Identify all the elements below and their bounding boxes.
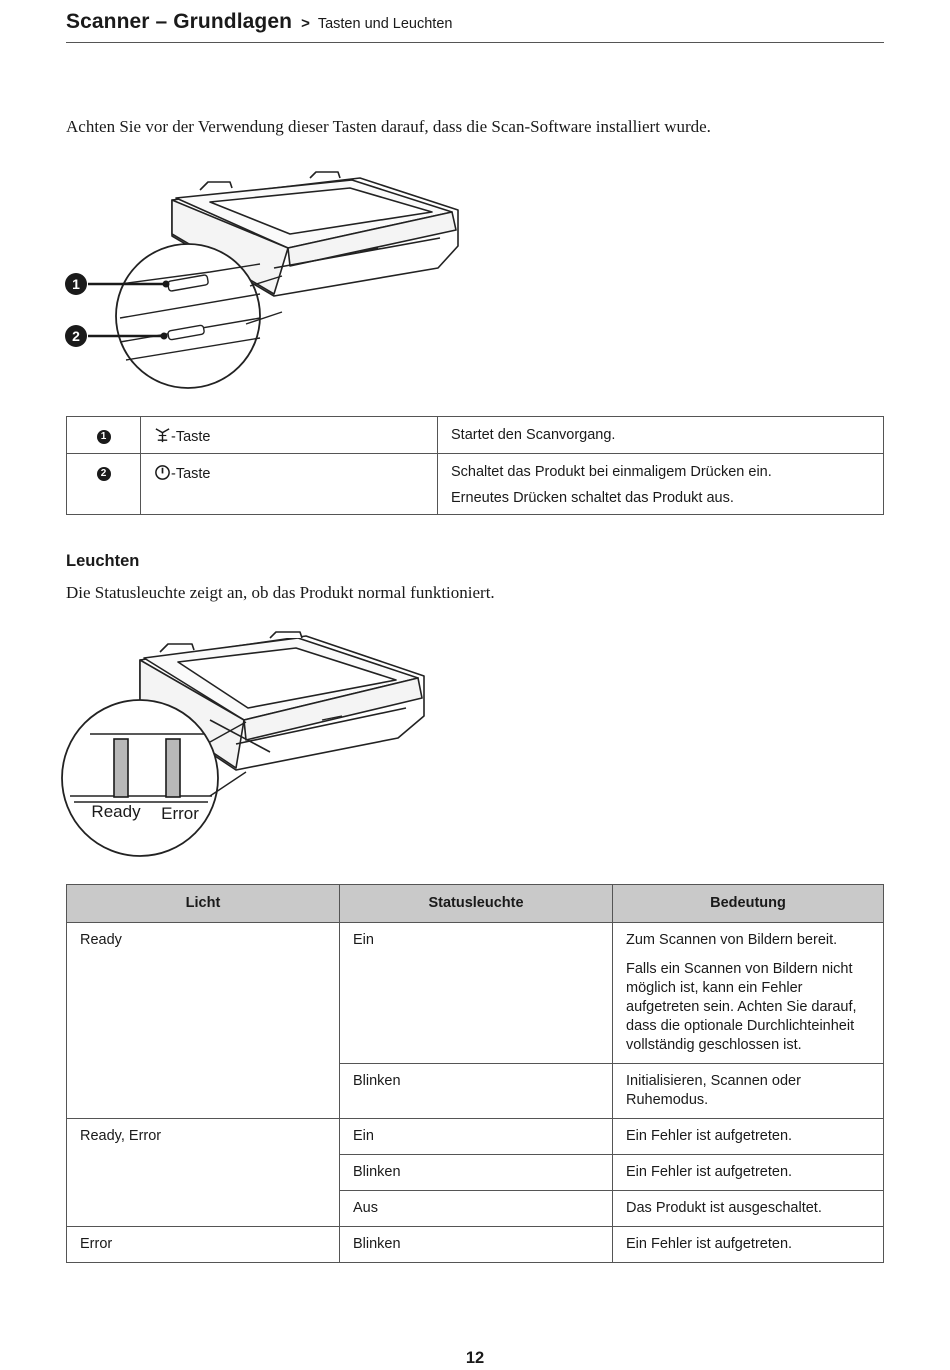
page-number: 12 <box>465 1349 485 1367</box>
page-header <box>66 10 884 43</box>
status-cell: Aus <box>340 1191 613 1227</box>
callout-2 <box>65 325 87 347</box>
light-cell: Ready, Error <box>67 1119 340 1227</box>
table-row <box>67 454 884 515</box>
table-row <box>67 1119 884 1155</box>
button-name-start: -Taste <box>171 429 211 445</box>
status-cell: Ein <box>340 923 613 1064</box>
button-description: Startet den Scanvorgang. <box>451 427 616 443</box>
meaning-text: Falls ein Scannen von Bildern nicht möglich ist, kann ein Fehler aufgetreten sein. Achten Sie darauf, dass die optionale Durchlichteinheit vollständig geschlossen ist. <box>626 961 857 1053</box>
status-lights-illustration <box>60 628 440 860</box>
row-number-badge: 1 <box>97 430 111 444</box>
table-row <box>67 1227 884 1263</box>
subsection-title: Tasten und Leuchten <box>317 16 453 32</box>
buttons-table <box>66 416 884 515</box>
button-description: Erneutes Drücken schaltet das Produkt aus. <box>451 490 734 506</box>
column-header-status: Statusleuchte <box>340 885 613 923</box>
column-header-meaning: Bedeutung <box>613 885 884 923</box>
power-icon <box>154 464 171 481</box>
lights-intro-text: Die Statusleuchte zeigt an, ob das Produkt normal funktioniert. <box>66 583 495 602</box>
status-cell: Blinken <box>340 1227 613 1263</box>
ready-label: Ready <box>91 802 141 821</box>
meaning-cell: Ein Fehler ist aufgetreten. <box>613 1119 884 1155</box>
meaning-cell: Ein Fehler ist aufgetreten. <box>613 1155 884 1191</box>
table-header-row <box>67 885 884 923</box>
status-cell: Ein <box>340 1119 613 1155</box>
button-name-power: -Taste <box>171 466 211 482</box>
scanner-buttons-illustration <box>60 168 480 408</box>
status-cell: Blinken <box>340 1064 613 1119</box>
error-label: Error <box>161 804 199 823</box>
table-row <box>67 417 884 454</box>
lights-heading: Leuchten <box>66 552 140 570</box>
light-cell: Ready <box>67 923 340 1119</box>
column-header-light: Licht <box>67 885 340 923</box>
meaning-cell: Das Produkt ist ausgeschaltet. <box>613 1191 884 1227</box>
meaning-text: Zum Scannen von Bildern bereit. <box>626 932 838 948</box>
light-cell: Error <box>67 1227 340 1263</box>
button-description: Schaltet das Produkt bei einmaligem Drücken ein. <box>451 464 772 480</box>
svg-text:2: 2 <box>72 328 80 344</box>
error-light <box>166 739 180 797</box>
svg-text:1: 1 <box>72 276 80 292</box>
ready-light <box>114 739 128 797</box>
callout-1 <box>65 273 87 295</box>
status-lights-table <box>66 884 884 1263</box>
breadcrumb-separator: > <box>301 15 310 32</box>
start-scan-icon <box>154 427 171 444</box>
row-number-badge: 2 <box>97 467 111 481</box>
section-title: Scanner – Grundlagen <box>66 10 293 33</box>
meaning-cell <box>613 923 884 1064</box>
status-cell: Blinken <box>340 1155 613 1191</box>
meaning-cell: Initialisieren, Scannen oder Ruhemodus. <box>613 1064 884 1119</box>
intro-text: Achten Sie vor der Verwendung dieser Tasten darauf, dass die Scan-Software installiert wurde. <box>66 117 711 136</box>
table-row <box>67 923 884 1064</box>
meaning-cell: Ein Fehler ist aufgetreten. <box>613 1227 884 1263</box>
